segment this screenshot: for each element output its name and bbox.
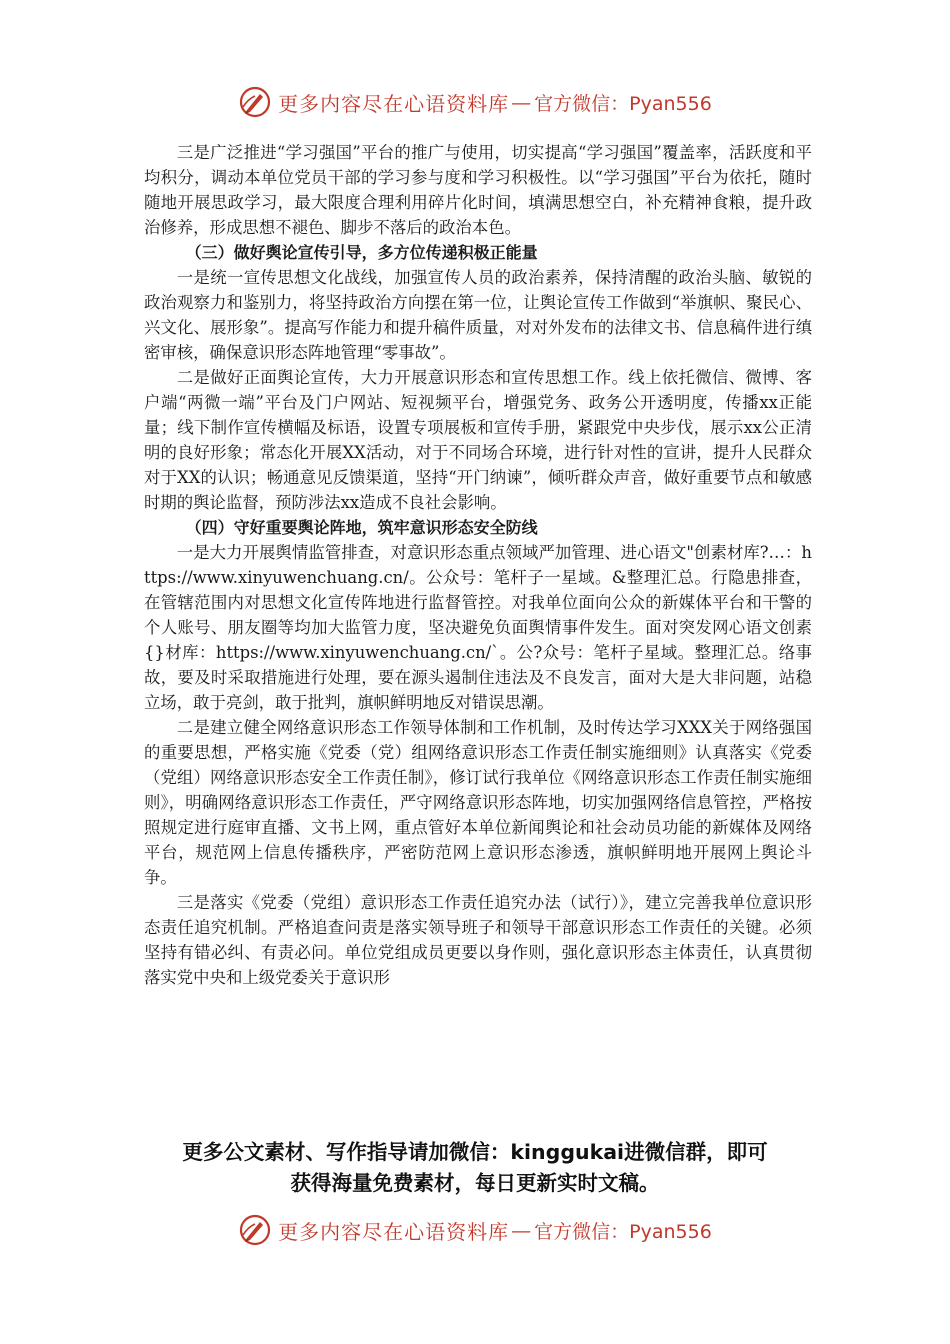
- banner-separator: —: [511, 1218, 533, 1242]
- section-heading-3: （三）做好舆论宣传引导，多方位传递积极正能量: [185, 243, 538, 262]
- paragraph-network-mechanism: 二是建立健全网络意识形态工作领导体制和工作机制，及时传达学习XXX关于网络强国的重要思想，严格实施《党委（党）组网络意识形态工作责任制实施细则》认真落实《党委（党组）网络意识形态安全工作责任制》，修订试行我单位《网络意识形态工作责任制实施细则》，明确网络意识形态工作责任，严守网络意识形态阵地，切实加强网络信息管控，严格按照规定进行庭审直播、文书上网，重点管好本单位新闻舆论和社会动员功能的新媒体及网络平台，规范网上信息传播秩序，严密防范网上意识形态渗透，旗帜鲜明地开展网上舆论斗争。: [144, 718, 812, 887]
- pen-logo-icon: [238, 85, 272, 119]
- footer-banner: [0, 1210, 950, 1250]
- paragraph-accountability: 三是落实《党委（党组）意识形态工作责任追究办法（试行）》，建立完善我单位意识形态责任追究机制。严格追查问责是落实领导班子和领导干部意识形态工作责任的关键。必须坚持有错必纠、有责必问。单位党组成员更要以身作则，强化意识形态主体责任，认真贯彻落实党中央和上级党委关于意识形: [144, 893, 812, 987]
- document-body: [144, 140, 812, 990]
- paragraph-positive-publicity: 二是做好正面舆论宣传，大力开展意识形态和宣传思想工作。线上依托微信、微博、客户端“两微一端”平台及门户网站、短视频平台，增强党务、政务公开透明度，传播xx正能量；线下制作宣传横幅及标语，设置专项展板和宣传手册，紧跟党中央步伐，展示xx公正清明的良好形象；常态化开展XX活动，对于不同场合环境，进行针对性的宣讲，提升人民群众对于XX的认识；畅通意见反馈渠道，坚持“开门纳谏”，倾听群众声音，做好重要节点和敏感时期的舆论监督，预防涉法xx造成不良社会影响。: [144, 368, 812, 512]
- header-banner: [0, 82, 950, 122]
- banner-slogan: 更多内容尽在心语资料库: [278, 1219, 510, 1244]
- promo-notice: [0, 1137, 950, 1199]
- promo-line-1: 更多公文素材、写作指导请加微信：kinggukai进微信群，即可: [182, 1140, 768, 1164]
- pen-logo-icon: [238, 1213, 272, 1247]
- paragraph-unify-front: 一是统一宣传思想文化战线，加强宣传人员的政治素养，保持清醒的政治头脑、敏锐的政治观察力和鉴别力，将坚持政治方向摆在第一位，让舆论宣传工作做到“举旗帜、聚民心、兴文化、展形象”。提高写作能力和提升稿件质量，对对外发布的法律文书、信息稿件进行缜密审核，确保意识形态阵地管理“零事故”。: [144, 268, 812, 362]
- paragraph-sentiment-monitoring: 一是大力开展舆情监管排查，对意识形态重点领域严加管理、进心语文"创素材库?…：https://www.xinyuwenchuang.cn/。公众号：笔杆子一星域。&整理汇总。行隐患排查，在管辖范围内对思想文化宣传阵地进行监督管控。对我单位面向公众的新媒体平台和干警的个人账号、朋友圈等均加大监管力度，坚决避免负面舆情事件发生。面对突发网心语文创素{}材库：https://www.xinyuwenchuang.cn/`。公?众号：笔杆子星域。整理汇总。络事故，要及时采取措施进行处理，要在源头遏制住违法及不良发言，面对大是大非问题，站稳立场，敢于亮剑，敢于批判，旗帜鲜明地反对错误思潮。: [144, 543, 812, 712]
- section-heading-4: （四）守好重要舆论阵地，筑牢意识形态安全防线: [185, 518, 538, 537]
- banner-slogan: 更多内容尽在心语资料库: [278, 91, 510, 116]
- banner-wechat: 官方微信：Pyan556: [534, 1220, 712, 1243]
- paragraph-promote-platform: 三是广泛推进“学习强国”平台的推广与使用，切实提高“学习强国”覆盖率，活跃度和平均积分，调动本单位党员干部的学习参与度和学习积极性。以“学习强国”平台为依托，随时随地开展思政学习，最大限度合理利用碎片化时间，填满思想空白，补充精神食粮，提升政治修养，形成思想不褪色、脚步不落后的政治本色。: [144, 143, 812, 237]
- promo-line-2: 获得海量免费素材，每日更新实时文稿。: [290, 1171, 660, 1195]
- banner-separator: —: [511, 90, 533, 114]
- banner-wechat: 官方微信：Pyan556: [534, 92, 712, 115]
